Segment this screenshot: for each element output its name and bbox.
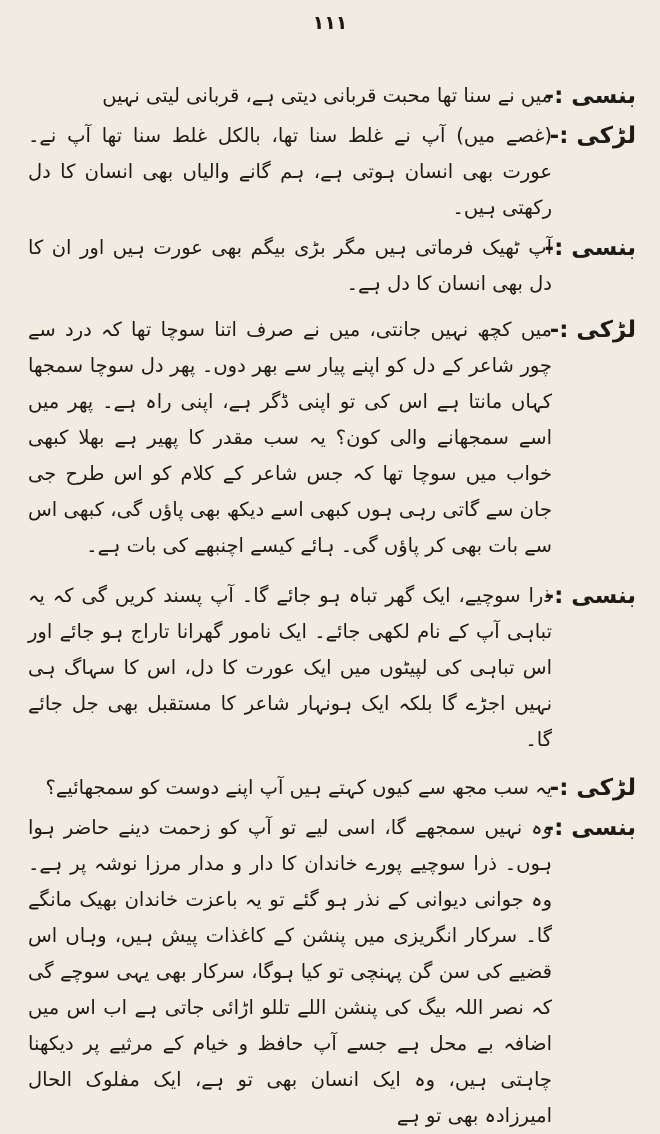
speaker-label: بنسی :- <box>544 583 636 609</box>
speaker-label: لڑکی :- <box>549 775 636 801</box>
dialogue-block <box>28 78 636 1134</box>
dialogue-text: وہ نہیں سمجھے گا، اسی لیے تو آپ کو زحمت دینے حاضر ہوا ہوں۔ ذرا سوچیے پورے خاندان کا دار و مدار مرزا نوشہ پر ہے۔ وہ جوانی دیوانی کے نذر ہو گئے تو یہ باعزت خاندان بھیک مانگے گا۔ سرکار انگریزی میں پنشن کے کاغذات پیش ہیں، وہاں اس قضیے کی سن گن پہنچی تو کیا ہوگا، سرکار بھی یہی سوچے گی کہ نصر اللہ بیگ کی پنشن اللے تللو اڑائی جاتی ہے اب اس میں اضافہ بے محل ہے جسے آپ حافظ و خیام کے مرثیے پر دیکھنا چاہتی ہیں، وہ ایک انسان بھی تو ہے، ایک مفلوک الحال امیرزادہ بھی تو ہے <box>28 816 552 1127</box>
speaker-label: بنسی :- <box>544 235 636 261</box>
dialogue-text: میں کچھ نہیں جانتی، میں نے صرف اتنا سوچا تھا کہ درد سے چور شاعر کے دل کو اپنے پیار سے بھر دوں۔ پھر دل سوچا سمجھا کہاں مانتا ہے اس کی تو اپنی ڈگر ہے، اپنی راہ ہے۔ پھر میں اسے سمجھانے والی کون؟ یہ سب مقدر کا پھیر ہے بھلا کبھی خواب میں سوچا تھا کہ جس شاعر کے کلام کو اس طرح جی جان سے گاتی رہی ہوں کبھی اسے دیکھ بھی پاؤں گی، کبھی اس سے بات بھی کر پاؤں گی۔ ہائے کیسے اچنبھے کی بات ہے۔ <box>28 318 552 557</box>
dialogue-entry <box>28 810 636 1134</box>
dialogue-text: (غصے میں) آپ نے غلط سنا تھا، بالکل غلط سنا تھا آپ نے۔ عورت بھی انسان ہوتی ہے، ہم گانے والیاں بھی انسان کا دل رکھتی ہیں۔ <box>28 124 552 219</box>
dialogue-text: آپ ٹھیک فرماتی ہیں مگر بڑی بیگم بھی عورت ہیں اور ان کا دل بھی انسان کا دل ہے۔ <box>28 236 552 295</box>
dialogue-text: میں نے سنا تھا محبت قربانی دیتی ہے، قربانی لیتی نہیں <box>102 84 552 107</box>
dialogue-text: یہ سب مجھ سے کیوں کہتے ہیں آپ اپنے دوست کو سمجھائیے؟ <box>45 776 552 799</box>
speaker-label: لڑکی :- <box>549 317 636 343</box>
dialogue-entry <box>28 118 636 226</box>
page-number: ۱۱۱ <box>312 12 348 34</box>
dialogue-entry <box>28 78 636 114</box>
speaker-label: بنسی :- <box>544 83 636 109</box>
speaker-label: بنسی :- <box>544 815 636 841</box>
dialogue-entry <box>28 230 636 302</box>
dialogue-entry <box>28 312 636 564</box>
speaker-label: لڑکی :- <box>549 123 636 149</box>
dialogue-entry <box>28 770 636 806</box>
dialogue-entry <box>28 578 636 758</box>
dialogue-text: ذرا سوچیے، ایک گھر تباہ ہو جائے گا۔ آپ پسند کریں گی کہ یہ تباہی آپ کے نام لکھی جائے۔ ایک نامور گھرانا تاراج ہو جائے اور اس تباہی کی لپیٹوں میں ایک عورت کا دل، اس کا سہاگ ہی نہیں اجڑے گا بلکہ ایک ہونہار شاعر کا مستقبل بھی جل جائے گا۔ <box>28 584 552 751</box>
